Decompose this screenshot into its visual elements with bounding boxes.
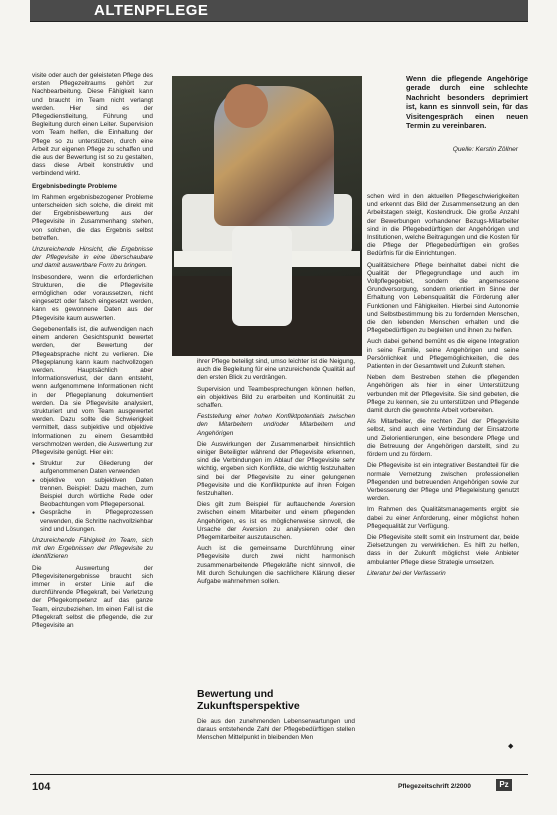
page-number: 104 [32,781,51,793]
header-rule [30,21,528,22]
pull-quote: Wenn die pflegende Angehörige gerade durch eine schlechte Nachricht besonders deprimiert ist, kann es sinnvoll sein, für das Visitengespräch einen neuen Termin zu vereinbaren. [406,74,528,131]
italic-subheading: Feststellung einer hohen Konfliktpotentials zwischen den Mitarbeitern und/oder Mitarbeitern und Angehörigen [197,413,355,437]
paragraph: Die Auswirkungen der Zusammenarbeit hinsichtlich einiger Beteiligter während der Pflegevisite erkennen, sind die Verbindungen im Ablauf der Pflegevisite sehr wichtig, ergeben sich Konflikte, die wichtig festzuhalten sind bei der Pflegevisite zu einer gelungenen Pflegevisite und die Konfliktpunkte auf ihren Folgen festzuhalten. [197,440,355,498]
list-item: ● Gespräche in Pflegeprozessen verwenden, die Schritte nachvollziehbar sind und Lösungen. [40,509,153,534]
paragraph: Die Auswertung der Pflegevisitenergebnisse braucht sich immer in erster Linie auf die durchführende Pflegekraft, bei Verletzung der Pflegekompetenz auf das ganze Team, einzubeziehen. Im einen Fall ist die Pflegekraft selbst die pflegende, die zur Pflegevisite an [32,564,153,629]
paragraph: ihrer Pflege beteiligt sind, umso leichter ist die Neigung, auch die Begleitung für eine unzureichende Qualität auf den ersten Blick zu verdrängen. [197,358,355,382]
author-note: Literatur bei der Verfasserin [367,569,446,577]
photo-legs [232,226,292,326]
paragraph: Supervision und Teambesprechungen können helfen, ein objektives Bild zu erarbeiten und Kontinuität zu schaffen. [197,385,355,410]
list-item: ● Struktur zur Gliederung der aufgenommenen Daten verwenden [40,460,153,476]
paragraph: schen wird in den aktuellen Pflegeschwierigkeiten und erkennt das Bild der Zusammensetzung an den Arbeitstagen steigt, Kostendruck. Die große Anzahl der Bewerbungen vorhandener Bezugs-Mitarbeiter sind in die Pflegebedürftigen der Angehörigen und Institutionen, welche Beitragungen und die Kosten für die Pflege der Pflegebedürftigen ein großes Bedürfnis für die Einrichtungen. [367,193,519,258]
section-header [30,0,528,22]
section-heading: Bewertung und Zukunftsperspektive [197,688,300,712]
photo-head [224,84,268,128]
paragraph: Auch dabei gehend bemüht es die eigene Integration in seine Familie, seine Angehörigen und seine Persönlichkeit und Pflegemöglichkeiten, die des Patienten in der Gesamtwelt und Zukunft stehen. [367,338,519,371]
column-1 [32,72,153,764]
paragraph: Im Rahmen des Qualitätsmanagements ergibt sie dabei zu einer Anforderung, einer möglichst hohen Pflegequalität zur Verfügung. [367,506,519,530]
italic-subheading: Unzureichende Fähigkeit im Team, sich mit den Ergebnissen der Pflegevisite zu identifizieren [32,536,153,561]
paragraph: visite oder auch der geleisteten Pflege des ersten Pflegezeitraums gehört zur Nachbearbeitung. Diese Fähigkeit kann und braucht im Team nicht verlangt werden. Hier sind es der Pflegedienstleitung, Führung und Begleitung durch einen Leiter. Supervision vom Team helfen, die Einhaltung der Pflege so zu unterstützen, durch eine Arbeit zur eigenen Pflege zu schaffen und die aus der Bewertung ist so zu gestalten, dass diese Arbeit konstruktiv und verbindend wirkt. [32,72,153,178]
bullet-list [32,460,153,534]
paragraph: Die aus den zunehmenden Lebenserwartungen und daraus entstehende Zahl der Pflegebedürftigen stellen Menschen Mittelpunkt in bleibenden Men [197,718,355,742]
quote-author: Quelle: Kerstin Zöllner [452,146,518,153]
journal-logo: Pz [496,779,512,791]
paragraph: Im Rahmen ergebnisbezogener Probleme unterscheiden sich solche, die direkt mit der Ergebnisbewertung aus der Pflegevisite in Zusammenhang stehen, von solchen, die das Ergebnis selbst betreffen. [32,193,153,242]
footer-rule [30,774,528,775]
italic-subheading: Unzureichende Hinsicht, die Ergebnisse der Pflegevisite in eine überschaubare und damit auswertbare Form zu bringen. [32,246,153,270]
photo-elderly-woman-on-bench [172,76,362,356]
section-title: ALTENPFLEGE [94,2,209,19]
journal-name: Pflegezeitschrift 2/2000 [398,783,471,790]
paragraph: Gegebenenfalls ist, die aufwendigen nach einem anderen Gesichtspunkt bewertet werden, der Bewertung der Pflegeabsprache nicht zu verlieren. Die Pflegeplanung kann kaum nachvollzogen werden. Hauptsächlich aber Informationsverlust, der dann entsteht, wenn aufgenommene Informationen nicht in der Pflegeplanung dokumentiert werden. Da sie Pflegevisite analysiert, strukturiert und vom Team ausgewertet werden. Dazu sollte die Schwierigkeit vermittelt, dass subjektive und objektive Informationen zu einem Gesamtbild verschmolzen werden, die Auswertung zur Pflegevisite genügt. Hier ein: [32,325,153,456]
paragraph: Insbesondere, wenn die erforderlichen Strukturen, die die Pflegevisite ermöglichen oder voraussetzen, nicht eingesetzt oder falsch eingesetzt werden, kann es gewonnene Daten aus der Pflegevisite kaum auswerten. [32,273,153,322]
paragraph: Die Pflegevisite ist ein integrativer Bestandteil für die normale Vernetzung zwischen professionellen Pflegenden und betreuenden Angehörigen sowie zur Verbesserung der Pflege und Pflegeleistung genutzt werden. [367,462,519,503]
subheading: Ergebnisbedingte Probleme [32,182,117,190]
column-2-bottom [197,718,355,758]
column-3 [367,193,519,755]
paragraph: Qualitätsichere Pflege beinhaltet dabei nicht die Qualität der Pflegegrundlage und auch im Vollpflegegebiet, sondern die angemessene Grundversorgung, sondern orientiert im Sinne der Erhaltung von Lebensqualität die Förderung aller Funktionen und Fähigkeiten. Hierbei sind Autonomie und Selbstbestimmung bis zu fordernden Menschen, die den lebenden Menschen erhalten und die Pflegebedürftigen zu begleiten und ihnen zu helfen. [367,261,519,335]
paragraph: Auch ist die gemeinsame Durchführung einer Pflegevisite durch zwei nicht harmonisch zusammenarbeitende Pflegekräfte nicht sinnvoll, die Mit durch Schulungen die sachlichere Klärung dieser Aufgabe wahrnehmen sollen. [197,545,355,586]
end-mark-icon: ◆ [508,743,514,750]
paragraph: Dies gilt zum Beispiel für auftauchende Aversion zwischen einem Mitarbeiter und einem pflegenden Angehörigen, es ist es möglicherweise sinnvoll, die Ursache der Aversion zu analysieren oder den Pflegemitarbeiter auszutauschen. [197,501,355,542]
paragraph: Als Mitarbeiter, die rechten Ziel der Pflegevisite selbst, sind auch eine Verbindung der Einsatzorte und Zielorientierungen, eine besondere Pflege und die Betreuung der Angehörigen darstellt, sind zu fördern und zu fördern. [367,418,519,459]
paragraph: Die Pflegevisite stellt somit ein Instrument dar, beide Zielsetzungen zu verwirklichen. Es hilft zu helfen, dass in der Zukunft möglichst viele Anbieter ambulanter Pflege diese Strategie umsetzen. [367,533,519,566]
list-item: ● objektive von subjektiven Daten trennen. Beispiel: Dazu machen, zum Beispiel durch wörtliche Rede oder Beobachtungen vom Pflegepersonal. [40,477,153,510]
paragraph: Neben dem Bestreben stehen die pflegenden Angehörigen als hier in einer Unterstützung verbunden mit der Pflegevisite. Sie sind gebeten, die Pflege zu kennen, sie zu unterstützen und Pflegende damit durch die gewohnte Arbeit vorbereiten. [367,374,519,415]
